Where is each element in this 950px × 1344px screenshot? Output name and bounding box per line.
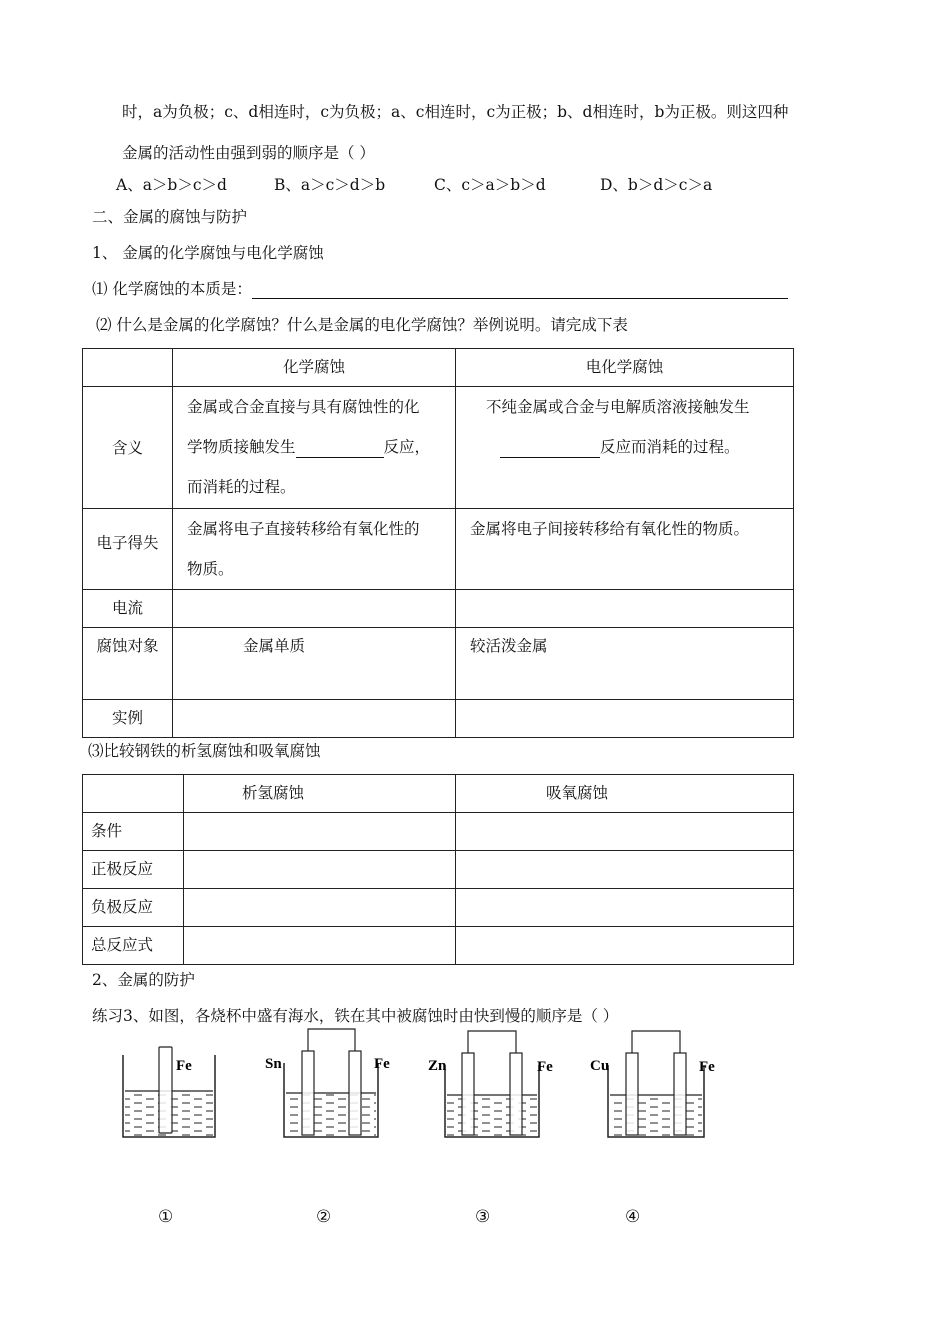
cell-negative-oxygen[interactable] <box>456 889 794 927</box>
beaker-1 <box>123 1047 215 1137</box>
beaker-3-right-label: Fe <box>537 1059 553 1075</box>
beaker-number-3: ③ <box>475 1207 491 1227</box>
cell-negative-hydrogen[interactable] <box>184 889 456 927</box>
iron-corrosion-table <box>82 774 794 965</box>
beaker-4-left-label: Cu <box>590 1058 610 1074</box>
meaning-echem-line2: 反应而消耗的过程。 <box>500 427 787 467</box>
item-1-title: 1、 金属的化学腐蚀与电化学腐蚀 <box>92 244 324 262</box>
cell-example-chemical[interactable] <box>173 700 456 738</box>
question-2: ⑵ 什么是金属的化学腐蚀？什么是金属的电化学腐蚀？举例说明。请完成下表 <box>96 316 628 334</box>
beaker-2 <box>265 1029 390 1137</box>
cell-meaning-electrochemical <box>456 387 794 509</box>
question-line-2: 金属的活动性由强到弱的顺序是（ ） <box>122 144 375 162</box>
row-label-positive: 正极反应 <box>83 851 184 889</box>
meaning-chem-line1: 金属或合金直接与具有腐蚀性的化 <box>187 398 420 416</box>
cell-positive-oxygen[interactable] <box>456 851 794 889</box>
beaker-1-right-label: Fe <box>176 1058 192 1074</box>
answer-blank[interactable] <box>252 280 788 299</box>
beaker-number-4: ④ <box>625 1207 641 1227</box>
cell-object-chemical: 金属单质 <box>173 628 456 700</box>
cell-condition-oxygen[interactable] <box>456 813 794 851</box>
option-b: B、a＞c＞d＞b <box>274 176 386 194</box>
reaction-blank[interactable] <box>296 433 384 458</box>
beaker-3 <box>428 1031 553 1137</box>
meaning-chem-line3: 而消耗的过程。 <box>187 478 296 496</box>
cell-current-electrochemical[interactable] <box>456 590 794 628</box>
row-label-object: 腐蚀对象 <box>83 628 173 700</box>
cell-meaning-chemical <box>173 387 456 509</box>
section-title: 二、金属的腐蚀与防护 <box>92 208 248 226</box>
question-1 <box>92 279 788 299</box>
option-a: A、a＞b＞c＞d <box>116 176 227 194</box>
beaker-2-left-label: Sn <box>265 1056 282 1072</box>
cell-condition-hydrogen[interactable] <box>184 813 456 851</box>
item-2-title: 2、金属的防护 <box>92 971 195 989</box>
beaker-4-right-label: Fe <box>699 1059 715 1075</box>
cell-electron-electrochemical: 金属将电子间接转移给有氧化性的物质。 <box>456 509 794 590</box>
row-label-negative: 负极反应 <box>83 889 184 927</box>
option-c: C、c＞a＞b＞d <box>434 176 546 194</box>
question-line-1: 时，a为负极；c、d相连时，c为负极；a、c相连时，c为正极；b、d相连时，b为正极。则这四种 <box>122 103 789 121</box>
cell-example-electrochemical[interactable] <box>456 700 794 738</box>
row-label-example: 实例 <box>83 700 173 738</box>
reaction-blank-2[interactable] <box>500 433 600 458</box>
beaker-number-2: ② <box>316 1207 332 1227</box>
header-chemical: 化学腐蚀 <box>173 349 456 387</box>
row-label-meaning: 含义 <box>83 387 173 509</box>
table2-corner-cell <box>83 775 184 813</box>
row-label-total: 总反应式 <box>83 927 184 965</box>
beaker-number-1: ① <box>158 1207 174 1227</box>
cell-positive-hydrogen[interactable] <box>184 851 456 889</box>
answer-options <box>116 175 712 195</box>
header-oxygen: 吸氧腐蚀 <box>456 775 794 813</box>
question-1-label: ⑴ 化学腐蚀的本质是： <box>92 280 252 298</box>
row-label-electron: 电子得失 <box>83 509 173 590</box>
cell-electron-chemical: 金属将电子直接转移给有氧化性的 物质。 <box>173 509 456 590</box>
option-d: D、b＞d＞c＞a <box>600 176 713 194</box>
table-corner-cell <box>83 349 173 387</box>
corrosion-comparison-table <box>82 348 794 738</box>
cell-total-oxygen[interactable] <box>456 927 794 965</box>
cell-object-electrochemical: 较活泼金属 <box>456 628 794 700</box>
meaning-chem-line2: 学物质接触发生 反应， <box>187 427 449 467</box>
header-electrochemical: 电化学腐蚀 <box>456 349 794 387</box>
row-label-current: 电流 <box>83 590 173 628</box>
row-label-condition: 条件 <box>83 813 184 851</box>
cell-current-chemical[interactable] <box>173 590 456 628</box>
meaning-echem-line1: 不纯金属或合金与电解质溶液接触发生 <box>486 398 750 416</box>
header-hydrogen: 析氢腐蚀 <box>184 775 456 813</box>
exercise-3: 练习3、如图，各烧杯中盛有海水，铁在其中被腐蚀时由快到慢的顺序是（ ） <box>92 1007 619 1025</box>
beaker-4 <box>590 1031 715 1137</box>
cell-total-hydrogen[interactable] <box>184 927 456 965</box>
beaker-figure <box>0 1025 950 1165</box>
question-3: ⑶比较钢铁的析氢腐蚀和吸氧腐蚀 <box>88 742 321 760</box>
beaker-2-right-label: Fe <box>374 1056 390 1072</box>
beaker-3-left-label: Zn <box>428 1058 447 1074</box>
